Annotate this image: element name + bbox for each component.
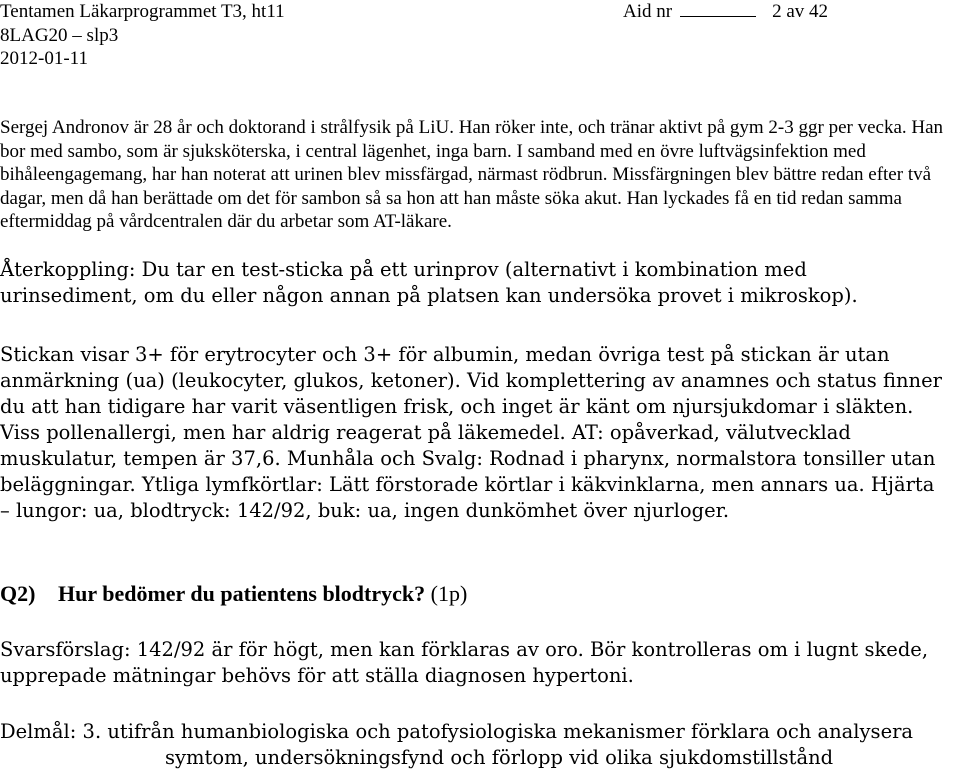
feedback-section-2 <box>0 342 945 524</box>
header-line-2 <box>0 24 960 48</box>
answer-paragraph: Svarsförslag: 142/92 är för högt, men kan förklaras av oro. Bör kontrolleras om i lugnt skede, upprepade mätningar behövs för att ställa diagnosen hypertoni. <box>0 638 929 687</box>
case-introduction <box>0 116 945 234</box>
feedback-paragraph-2: Stickan visar 3+ för erytrocyter och 3+ för albumin, medan övriga test på stickan är utan anmärkning (ua) (leukocyter, glukos, ketoner). Vid komplettering av anamnes och status finner du att han tidigare har varit väsentligen frisk, och inget är känt om njursjukdomar i släkten. Viss pollenallergi, men har aldrig reagerat på läkemedel. AT: opåverkad, välutvecklad muskulatur, tempen är 37,6. Munhåla och Svalg: Rodnad i pharynx, normalstora tonsiller utan beläggningar. Ytliga lymfkörtlar: Lätt förstorade körtlar i käkvinklarna, men annars ua. Hjärta – lungor: ua, blodtryck: 142/92, buk: ua, ingen dunkömhet över njurloger. <box>0 343 942 522</box>
question-heading <box>0 580 945 608</box>
case-intro-paragraph: Sergej Andronov är 28 år och doktorand i strålfysik på LiU. Han röker inte, och tränar aktivt på gym 2-3 ggr per vecka. Han bor med sambo, som är sjuksköterska, i central lägenhet, inga barn. I samband med en övre luftvägsinfektion med bihåleengagemang, har han noterat att urinen blev missfärgad, närmast rödbrun. Missfärgningen blev bättre redan efter två dagar, men då han berättade om det för sambon så sa hon att han måste söka akut. Han lyckades få en tid redan samma eftermiddag på vårdcentralen där du arbetar som AT-läkare. <box>0 117 944 232</box>
answer-section <box>0 637 945 689</box>
feedback-section-1 <box>0 257 945 309</box>
question-text: Hur bedömer du patientens blodtryck? <box>58 581 426 606</box>
header-line-1 <box>0 0 960 24</box>
document-title: Tentamen Läkarprogrammet T3, ht11 <box>0 1 285 22</box>
aid-number-label: Aid nr <box>623 1 673 22</box>
question-number: Q2) <box>0 581 36 606</box>
page-counter: 2 av 42 <box>772 1 829 22</box>
header-line-3 <box>0 47 960 71</box>
course-code: 8LAG20 – slp3 <box>0 24 119 46</box>
question-points: (1p) <box>430 581 468 606</box>
goal-line-2: symtom, undersökningsfynd och förlopp vid olika sjukdomstillstånd <box>165 746 834 769</box>
header-right <box>623 0 828 24</box>
goal-line-1: Delmål: 3. utifrån humanbiologiska och patofysiologiska mekanismer förklara och analysera <box>0 720 914 743</box>
learning-goal <box>0 719 945 771</box>
page-header <box>0 0 960 71</box>
exam-date: 2012-01-11 <box>0 48 88 69</box>
aid-number-blank <box>680 0 756 17</box>
feedback-paragraph-1: Återkoppling: Du tar en test-sticka på ett urinprov (alternativt i kombination med urinsediment, om du eller någon annan på platsen kan undersöka provet i mikroskop). <box>0 258 858 307</box>
